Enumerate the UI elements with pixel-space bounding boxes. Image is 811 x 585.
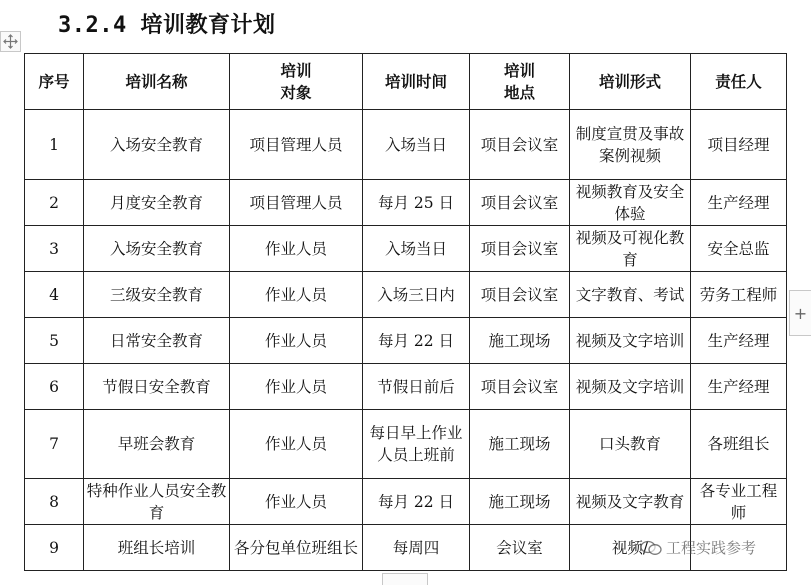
table-cell[interactable]: 早班会教育: [84, 410, 230, 479]
column-header-text: 责任人: [715, 71, 762, 91]
table-cell[interactable]: 视频/: [570, 525, 691, 571]
table-cell[interactable]: 月度安全教育: [84, 180, 230, 226]
watermark: [640, 537, 756, 558]
table-cell[interactable]: 项目会议室: [470, 364, 570, 410]
add-column-button[interactable]: [789, 290, 811, 336]
column-header: [84, 54, 230, 110]
add-row-button[interactable]: [382, 573, 428, 585]
column-header: [25, 54, 84, 110]
column-header-text: 对象: [280, 82, 312, 102]
table-row: [25, 180, 787, 226]
table-cell[interactable]: 3: [25, 226, 84, 272]
column-header: [230, 54, 363, 110]
table-cell[interactable]: 各班组长: [691, 410, 787, 479]
table-row: [25, 318, 787, 364]
table-cell[interactable]: 视频及文字教育: [570, 479, 691, 525]
table-cell[interactable]: 每日早上作业人员上班前: [363, 410, 470, 479]
table-row: [25, 364, 787, 410]
table-cell[interactable]: 5: [25, 318, 84, 364]
table-cell[interactable]: 项目经理: [691, 110, 787, 180]
table-cell[interactable]: 安全总监: [691, 226, 787, 272]
table-cell[interactable]: 7: [25, 410, 84, 479]
column-header: [363, 54, 470, 110]
section-heading: 3.2.4 培训教育计划: [58, 13, 276, 38]
table-cell[interactable]: 各分包单位班组长: [230, 525, 363, 571]
table-row: [25, 226, 787, 272]
table-cell[interactable]: 每月 25 日: [363, 180, 470, 226]
column-header-text: 地点: [503, 82, 535, 102]
table-cell[interactable]: 施工现场: [470, 318, 570, 364]
table-cell[interactable]: 口头教育: [570, 410, 691, 479]
table-cell[interactable]: 作业人员: [230, 318, 363, 364]
table-cell[interactable]: 项目会议室: [470, 226, 570, 272]
watermark-text: 工程实践参考: [666, 539, 757, 557]
table-cell[interactable]: 班组长培训: [84, 525, 230, 571]
table-cell[interactable]: 作业人员: [230, 410, 363, 479]
column-header: [470, 54, 570, 110]
column-header: [570, 54, 691, 110]
table-cell[interactable]: 入场安全教育: [84, 110, 230, 180]
table-cell[interactable]: 特种作业人员安全教育: [84, 479, 230, 525]
column-header-text: 序号: [38, 71, 70, 91]
table-cell[interactable]: 生产经理: [691, 180, 787, 226]
table-cell[interactable]: 视频及文字培训: [570, 318, 691, 364]
table-cell[interactable]: 施工现场: [470, 479, 570, 525]
table-cell[interactable]: 每月 22 日: [363, 479, 470, 525]
table-header-row: [25, 54, 787, 110]
table-cell[interactable]: 日常安全教育: [84, 318, 230, 364]
table-row: [25, 479, 787, 525]
table-cell[interactable]: 作业人员: [230, 226, 363, 272]
table-cell[interactable]: 入场当日: [363, 226, 470, 272]
column-header-text: 培训: [280, 60, 312, 80]
table-cell[interactable]: 项目会议室: [470, 180, 570, 226]
table-cell[interactable]: 会议室: [470, 525, 570, 571]
table-cell[interactable]: 项目会议室: [470, 272, 570, 318]
table-cell[interactable]: 视频及可视化教育: [570, 226, 691, 272]
table-cell[interactable]: 文字教育、考试: [570, 272, 691, 318]
table-row: [25, 272, 787, 318]
table-cell[interactable]: 生产经理: [691, 318, 787, 364]
table-cell[interactable]: 2: [25, 180, 84, 226]
table-cell[interactable]: 项目会议室: [470, 110, 570, 180]
table-cell[interactable]: 各专业工程师: [691, 479, 787, 525]
table-cell[interactable]: 每周四: [363, 525, 470, 571]
table-move-handle[interactable]: [0, 31, 21, 52]
table-cell[interactable]: 入场当日: [363, 110, 470, 180]
wechat-logo-icon: [640, 540, 662, 556]
table-cell[interactable]: 作业人员: [230, 364, 363, 410]
table-cell[interactable]: 视频教育及安全体验: [570, 180, 691, 226]
column-header: [691, 54, 787, 110]
table-cell[interactable]: 节假日前后: [363, 364, 470, 410]
table-cell[interactable]: 视频及文字培训: [570, 364, 691, 410]
table-cell[interactable]: 入场三日内: [363, 272, 470, 318]
plus-icon: +: [793, 303, 808, 323]
table-cell[interactable]: 生产经理: [691, 364, 787, 410]
table-cell[interactable]: 劳务工程师: [691, 272, 787, 318]
column-header-text: 培训形式: [598, 71, 661, 91]
table-cell[interactable]: 每月 22 日: [363, 318, 470, 364]
column-header-text: 培训时间: [384, 71, 447, 91]
move-icon: [3, 34, 18, 49]
table-cell[interactable]: 入场安全教育: [84, 226, 230, 272]
column-header-text: 培训: [503, 60, 535, 80]
table-cell[interactable]: 施工现场: [470, 410, 570, 479]
table-cell[interactable]: 项目管理人员: [230, 110, 363, 180]
table-cell[interactable]: 作业人员: [230, 272, 363, 318]
table-cell[interactable]: 作业人员: [230, 479, 363, 525]
table-cell[interactable]: 1: [25, 110, 84, 180]
table-cell[interactable]: 三级安全教育: [84, 272, 230, 318]
table-cell[interactable]: 项目管理人员: [230, 180, 363, 226]
table-cell[interactable]: 节假日安全教育: [84, 364, 230, 410]
table-cell[interactable]: 6: [25, 364, 84, 410]
column-header-text: 培训名称: [125, 71, 188, 91]
training-plan-table: [24, 53, 787, 571]
table-cell[interactable]: 制度宣贯及事故案例视频: [570, 110, 691, 180]
table-row: [25, 110, 787, 180]
table-cell[interactable]: 8: [25, 479, 84, 525]
table-cell[interactable]: 9: [25, 525, 84, 571]
table-row: [25, 410, 787, 479]
table-cell[interactable]: 4: [25, 272, 84, 318]
